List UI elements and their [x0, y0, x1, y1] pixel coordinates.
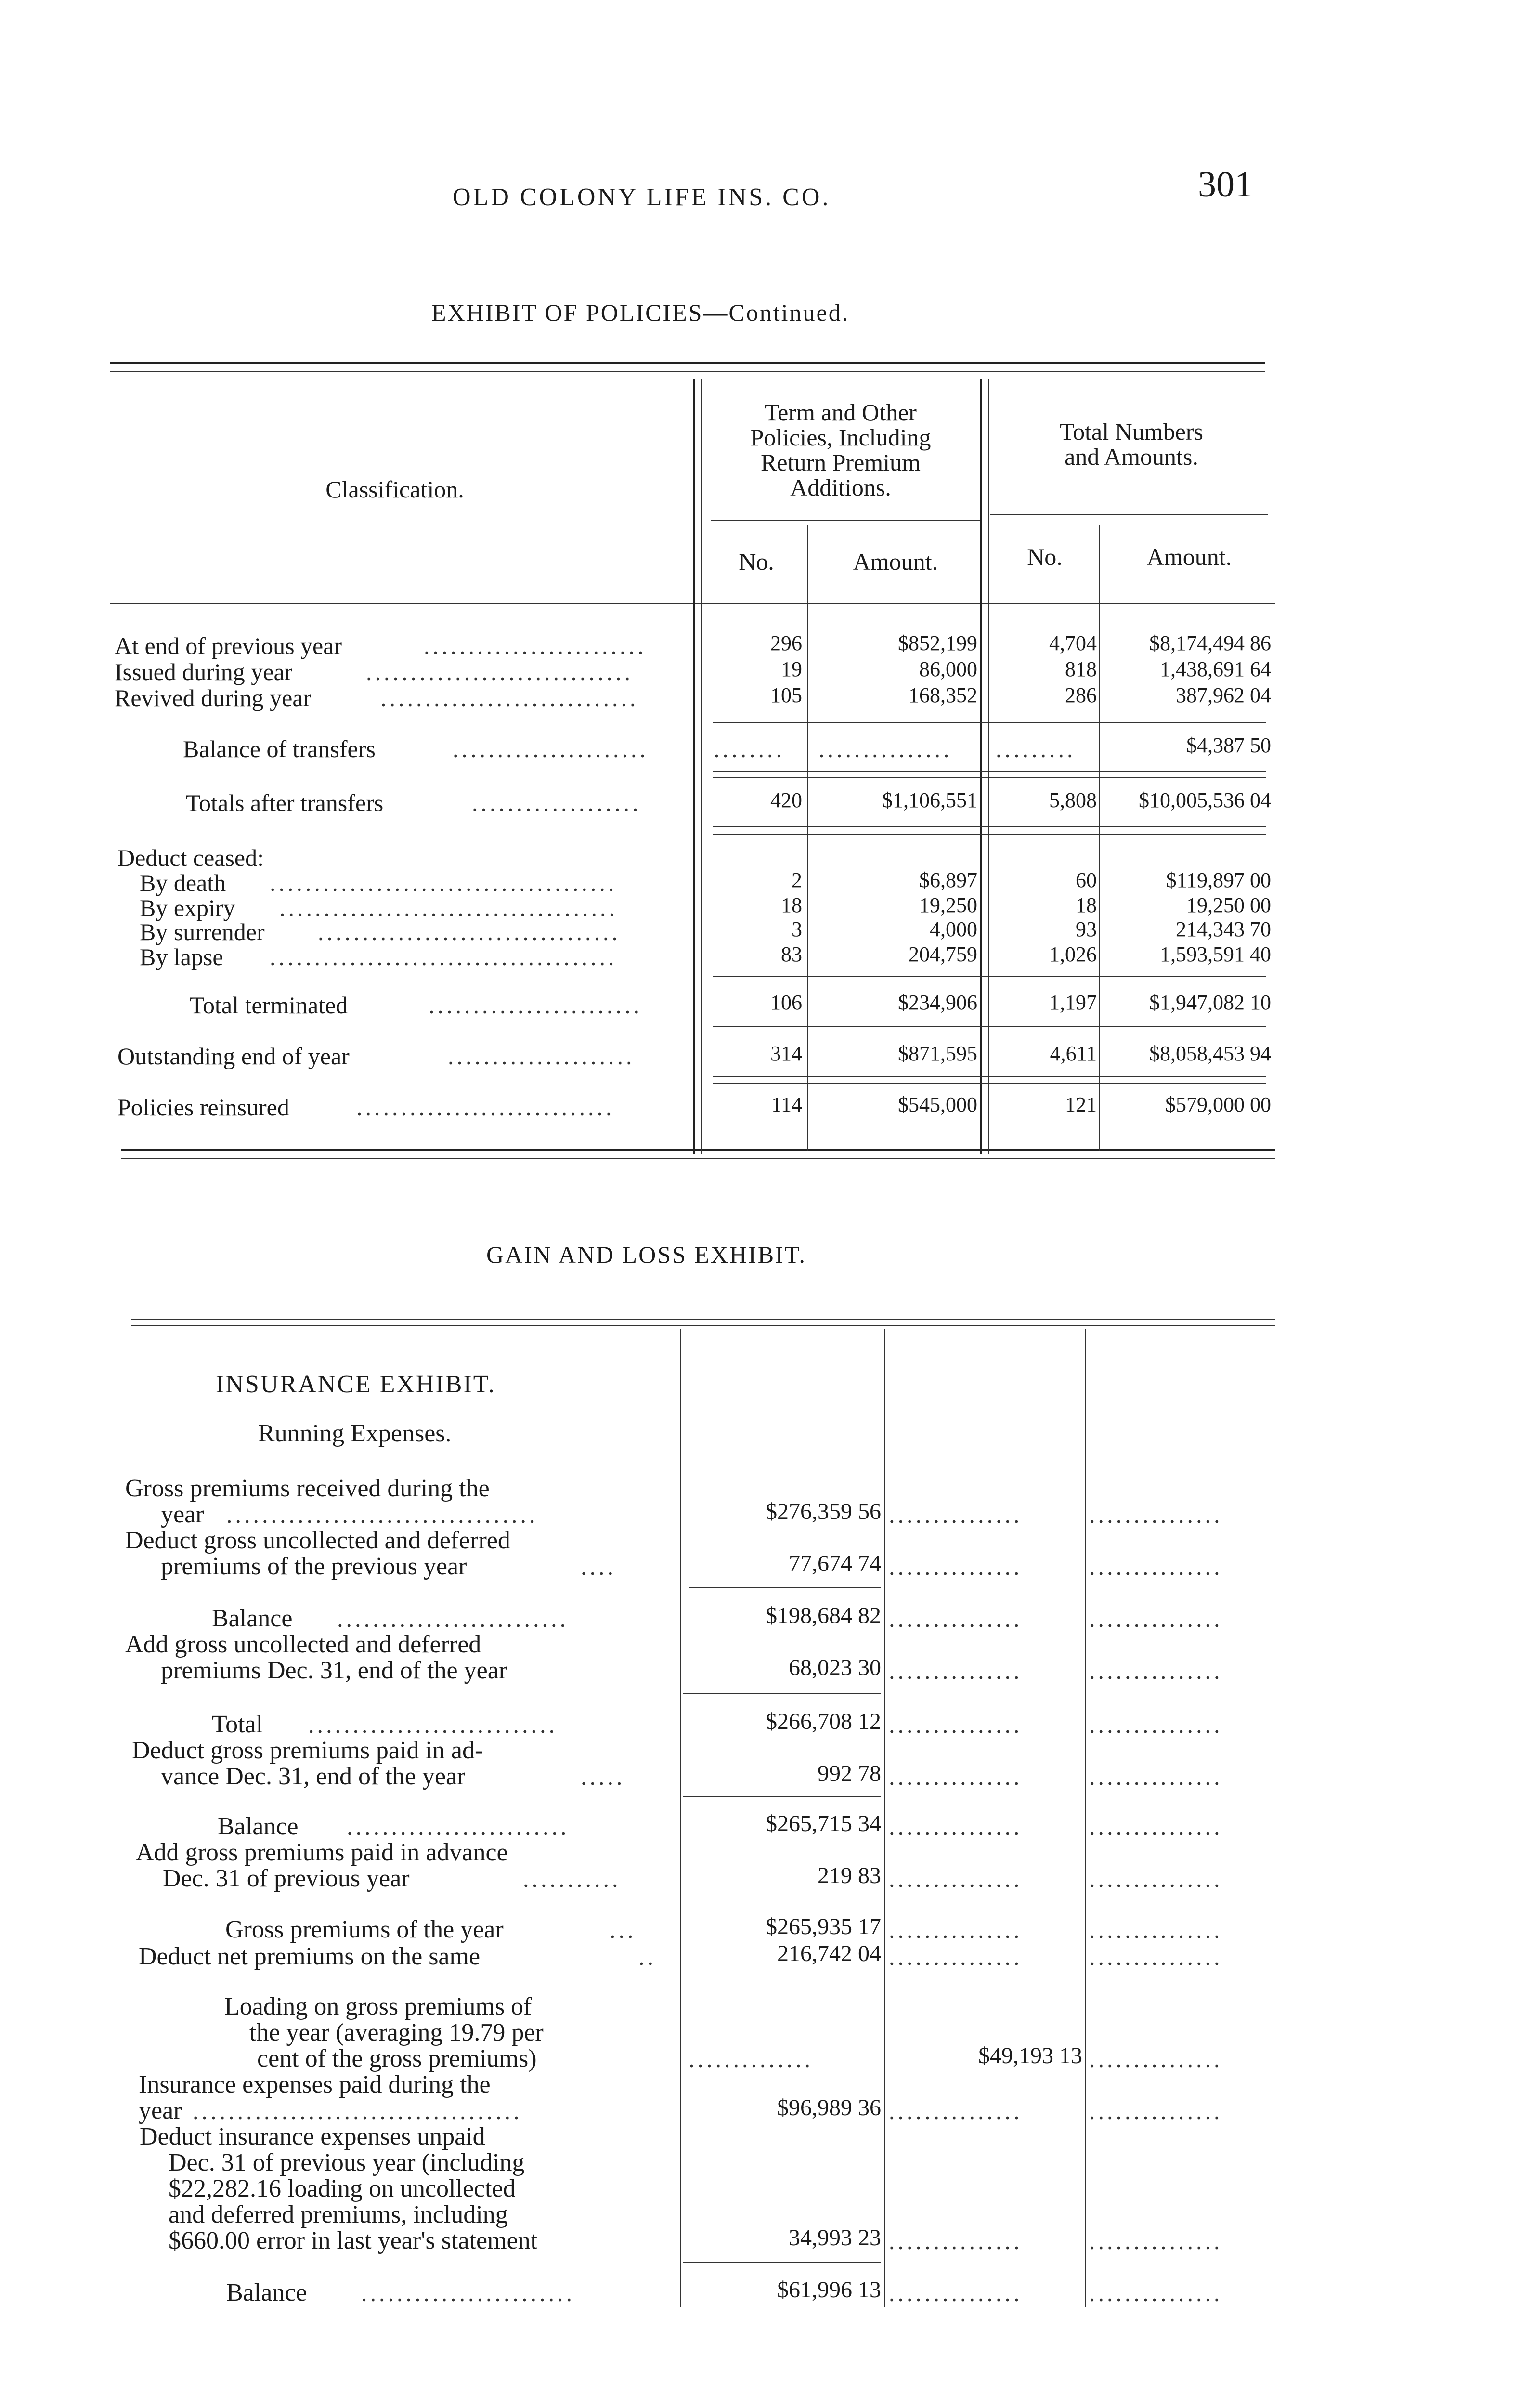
gain-row-label: year: [161, 1501, 204, 1528]
row-label: Balance of transfers: [183, 736, 376, 762]
cell-amount: 86,000: [919, 657, 977, 681]
amount-header-1: Amount.: [853, 548, 938, 575]
cell-amount: $852,199: [898, 631, 977, 655]
cell-amount: $10,005,536 04: [1139, 788, 1271, 812]
cell-no: 4,611: [1050, 1042, 1097, 1065]
gain-row-label: Insurance expenses paid during the: [139, 2071, 491, 2098]
gain-col1: $276,359 56: [766, 1499, 881, 1524]
row-label: Revived during year: [115, 685, 312, 711]
leader-dots: ............................: [308, 1712, 558, 1738]
gain-row-label: vance Dec. 31, end of the year: [161, 1763, 466, 1790]
leader-dots: ....: [581, 1554, 616, 1580]
cell-amount: 168,352: [909, 683, 977, 707]
cell-amount: $545,000: [898, 1093, 977, 1116]
leader-dots: .............................: [380, 685, 639, 711]
cell-no: 1,197: [1049, 991, 1097, 1014]
leader-dots: .......................................: [270, 944, 617, 970]
leader-dots: ......................................: [279, 895, 618, 921]
leader-dots: ...............: [1089, 1712, 1223, 1738]
leader-dots: ..............................: [366, 659, 633, 685]
gain-col1: $61,996 13: [777, 2277, 881, 2303]
cell-amount: 1,593,591 40: [1160, 942, 1271, 966]
leader-dots: ...............: [1089, 1658, 1223, 1684]
leader-dots: ...............: [1089, 1764, 1223, 1790]
no-header-1: No.: [739, 548, 774, 575]
cell-no: 2: [792, 868, 802, 892]
gain-loss-title: GAIN AND LOSS EXHIBIT.: [486, 1241, 807, 1268]
cell-amount: $4,387 50: [1186, 733, 1271, 757]
cell-no: 83: [781, 942, 802, 966]
cell-amount: 204,759: [909, 942, 977, 966]
row-label: Deduct ceased:: [117, 845, 264, 871]
leader-dots: ...............: [1089, 2098, 1223, 2124]
gain-row-label: premiums of the previous year: [161, 1553, 467, 1580]
gain-row-label: Deduct net premiums on the same: [139, 1943, 481, 1970]
leader-dots: ...............: [1089, 1606, 1223, 1632]
gain-row-label: Balance: [218, 1813, 299, 1840]
leader-dots: .....................................: [193, 2098, 522, 2124]
leader-dots: ..............: [689, 2046, 813, 2072]
cell-amount: $1,106,551: [882, 788, 977, 812]
leader-dots: ...............: [889, 2280, 1023, 2306]
cell-no: 4,704: [1049, 631, 1097, 655]
cell-amount: $234,906: [898, 991, 977, 1014]
leader-dots: ...............: [889, 2228, 1023, 2254]
cell-amount: 1,438,691 64: [1160, 657, 1271, 681]
gain-col1: 219 83: [818, 1863, 881, 1888]
cell-no: 420: [770, 788, 802, 812]
row-label: By surrender: [140, 919, 265, 945]
cell-no: 818: [1065, 657, 1097, 681]
leader-dots: .........: [996, 736, 1076, 762]
cell-amount: 19,250 00: [1186, 893, 1271, 917]
gain-col1: $265,715 34: [766, 1811, 881, 1836]
gain-col1: 216,742 04: [777, 1941, 881, 1966]
leader-dots: ...............: [1089, 2228, 1223, 2254]
leader-dots: ...............: [818, 736, 952, 762]
gain-col1: 34,993 23: [789, 2225, 881, 2251]
leader-dots: ...............: [889, 1712, 1023, 1738]
gain-row-label: $22,282.16 loading on uncollected: [169, 2175, 516, 2202]
cell-amount: $6,897: [919, 868, 977, 892]
cell-no: 1,026: [1049, 942, 1097, 966]
leader-dots: .......................................: [270, 870, 617, 896]
leader-dots: ........................: [429, 992, 642, 1018]
row-label: Issued during year: [115, 659, 293, 685]
cell-amount: $8,174,494 86: [1149, 631, 1271, 655]
cell-no: 114: [771, 1093, 802, 1116]
cell-amount: $8,058,453 94: [1149, 1042, 1271, 1065]
gain-col1: $266,708 12: [766, 1709, 881, 1734]
gain-col1: $96,989 36: [777, 2095, 881, 2120]
row-label: Policies reinsured: [117, 1094, 289, 1120]
gain-row-label: Loading on gross premiums of: [224, 1993, 532, 2020]
leader-dots: ...........: [523, 1866, 621, 1892]
leader-dots: ...............: [1089, 1502, 1223, 1528]
leader-dots: ..................................: [318, 919, 621, 945]
no-header-2: No.: [1027, 543, 1063, 570]
leader-dots: ...............: [889, 1606, 1023, 1632]
cell-no: 19: [781, 657, 802, 681]
cell-no: 296: [770, 631, 802, 655]
gain-row-label: Deduct insurance expenses unpaid: [140, 2123, 485, 2150]
gain-col1: 992 78: [818, 1761, 881, 1786]
cell-amount: 214,343 70: [1176, 917, 1271, 941]
leader-dots: .........................: [424, 633, 647, 659]
page-number: 301: [1198, 164, 1253, 205]
leader-dots: ...............: [889, 1814, 1023, 1840]
gain-row-label: year: [139, 2097, 182, 2124]
gain-row-label: Deduct gross uncollected and deferred: [125, 1527, 510, 1554]
gain-row-label: Add gross uncollected and deferred: [125, 1631, 481, 1658]
gain-row-label: $660.00 error in last year's statement: [169, 2227, 538, 2254]
cell-no: 105: [770, 683, 802, 707]
leader-dots: .....: [581, 1764, 625, 1790]
gain-row-label: Balance: [226, 2279, 307, 2306]
leader-dots: ...............: [1089, 1554, 1223, 1580]
gain-col1: $265,935 17: [766, 1914, 881, 1939]
gain-col1: $198,684 82: [766, 1603, 881, 1628]
cell-amount: $1,947,082 10: [1149, 991, 1271, 1014]
row-label: At end of previous year: [115, 633, 342, 659]
gain-row-label: Add gross premiums paid in advance: [136, 1839, 508, 1866]
gain-row-label: premiums Dec. 31, end of the year: [161, 1657, 507, 1684]
row-label: By death: [140, 870, 226, 896]
leader-dots: ...............: [1089, 1866, 1223, 1892]
total-numbers-header: Total Numbers and Amounts.: [1060, 418, 1203, 470]
gain-row-label: cent of the gross premiums): [257, 2045, 537, 2072]
cell-no: 314: [770, 1042, 802, 1065]
row-label: By lapse: [140, 944, 223, 970]
leader-dots: ..: [638, 1944, 656, 1970]
leader-dots: ...............: [889, 1944, 1023, 1970]
leader-dots: ...............: [1089, 2046, 1223, 2072]
leader-dots: ..........................: [337, 1606, 569, 1632]
amount-header-2: Amount.: [1146, 543, 1232, 570]
leader-dots: ...: [610, 1917, 637, 1943]
cell-no: 93: [1076, 917, 1097, 941]
gain-row-label: Gross premiums received during the: [125, 1475, 490, 1502]
cell-amount: $119,897 00: [1166, 868, 1271, 892]
insurance-exhibit-header: INSURANCE EXHIBIT.: [216, 1371, 496, 1398]
cell-no: 286: [1065, 683, 1097, 707]
leader-dots: ........................: [361, 2280, 575, 2306]
cell-amount: 4,000: [930, 917, 977, 941]
row-label: Outstanding end of year: [117, 1043, 350, 1069]
gain-row-label: Total: [212, 1711, 263, 1738]
gain-row-label: Dec. 31 of previous year: [163, 1865, 410, 1892]
leader-dots: ...............: [889, 1554, 1023, 1580]
leader-dots: .....................: [448, 1043, 635, 1069]
cell-no: 60: [1076, 868, 1097, 892]
cell-amount: 19,250: [919, 893, 977, 917]
gain-row-label: Dec. 31 of previous year (including: [169, 2149, 525, 2176]
gain-row-label: Deduct gross premiums paid in ad-: [132, 1737, 483, 1764]
row-label: Total terminated: [190, 992, 348, 1018]
leader-dots: ...............: [889, 2098, 1023, 2124]
cell-no: 106: [770, 991, 802, 1014]
leader-dots: ...............: [889, 1658, 1023, 1684]
cell-amount: 387,962 04: [1176, 683, 1271, 707]
gain-row-label: Gross premiums of the year: [225, 1916, 504, 1943]
cell-no: 18: [1076, 893, 1097, 917]
term-policies-header: Term and Other Policies, Including Return Premium Additions.: [750, 399, 931, 501]
cell-no: 18: [781, 893, 802, 917]
leader-dots: ...............: [889, 1764, 1023, 1790]
leader-dots: ......................: [453, 736, 649, 762]
leader-dots: .........................: [347, 1814, 570, 1840]
leader-dots: ...............: [1089, 1814, 1223, 1840]
running-title: OLD COLONY LIFE INS. CO.: [453, 183, 831, 211]
row-label: By expiry: [140, 895, 235, 921]
cell-no: 5,808: [1049, 788, 1097, 812]
cell-amount: $579,000 00: [1165, 1093, 1271, 1116]
exhibit-title: EXHIBIT OF POLICIES—Continued.: [431, 299, 850, 326]
classification-header: Classification.: [325, 476, 464, 503]
leader-dots: ...............: [1089, 1917, 1223, 1943]
leader-dots: ...............: [889, 1917, 1023, 1943]
running-expenses-header: Running Expenses.: [258, 1420, 452, 1447]
cell-no: 3: [792, 917, 802, 941]
gain-col1: 68,023 30: [789, 1655, 881, 1680]
leader-dots: ...............: [889, 1502, 1023, 1528]
leader-dots: ........: [714, 736, 785, 762]
leader-dots: .............................: [356, 1094, 615, 1120]
leader-dots: ...................: [472, 790, 641, 816]
leader-dots: ...............: [1089, 1944, 1223, 1970]
gain-row-label: Balance: [212, 1605, 293, 1632]
cell-no: 121: [1065, 1093, 1097, 1116]
gain-col2: $49,193 13: [978, 2043, 1082, 2068]
gain-row-label: and deferred premiums, including: [169, 2201, 508, 2228]
gain-col1: 77,674 74: [789, 1551, 881, 1576]
leader-dots: ...................................: [226, 1502, 538, 1528]
leader-dots: ...............: [889, 1866, 1023, 1892]
row-label: Totals after transfers: [186, 790, 384, 816]
cell-amount: $871,595: [898, 1042, 977, 1065]
leader-dots: ...............: [1089, 2280, 1223, 2306]
gain-row-label: the year (averaging 19.79 per: [249, 2019, 544, 2046]
